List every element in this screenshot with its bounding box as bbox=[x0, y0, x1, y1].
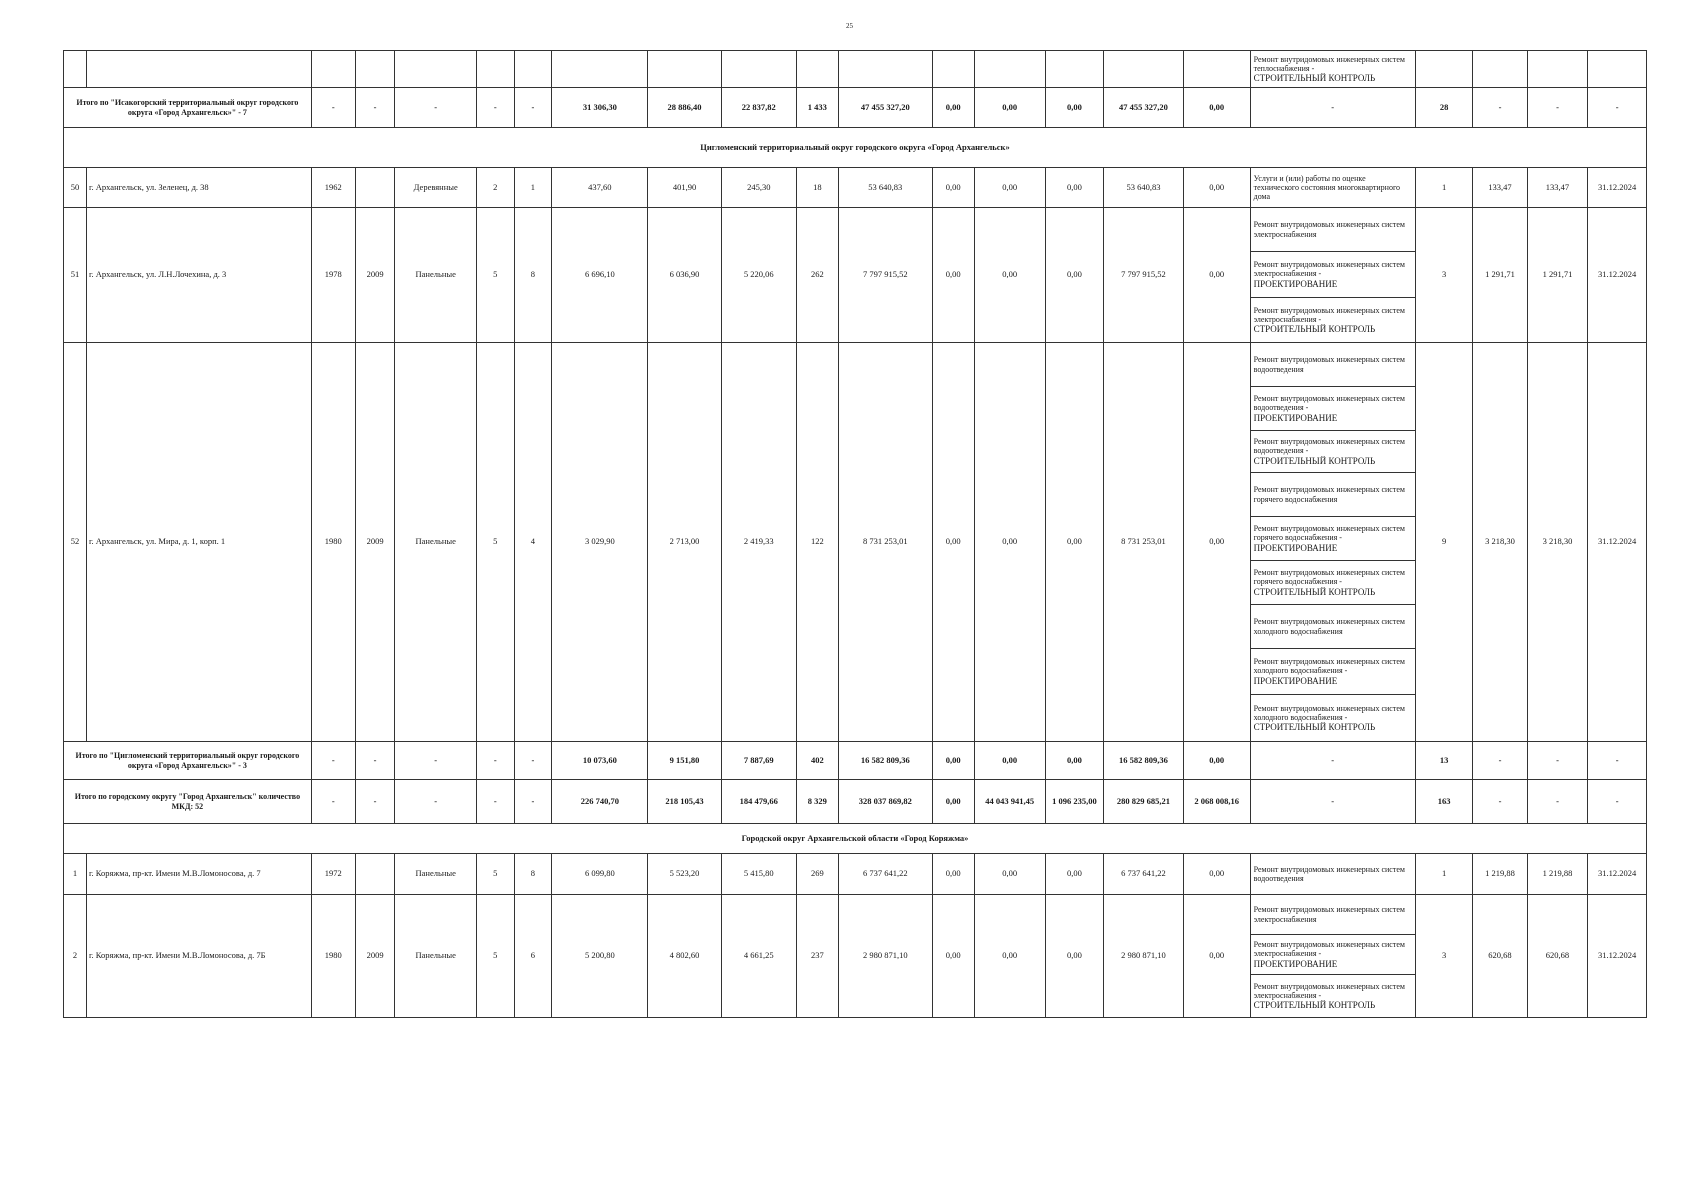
cell-material: Панельные bbox=[395, 854, 477, 895]
cell-entrances: 1 bbox=[514, 168, 552, 208]
cell-area-residents: 5 220,06 bbox=[721, 208, 796, 343]
works-cell bbox=[1250, 208, 1415, 343]
data-row bbox=[64, 168, 1647, 208]
cell-residents: 262 bbox=[796, 208, 838, 343]
row-number: 2 bbox=[64, 895, 87, 1018]
address: г. Коряжма, пр-кт. Имени М.В.Ломоносова, д. 7 bbox=[87, 854, 312, 895]
total-label: Итого по городскому округу "Город Архангельск" количество МКД: 52 bbox=[64, 780, 312, 824]
cell-f5: 0,00 bbox=[1183, 895, 1250, 1018]
cell-area-total: 3 029,90 bbox=[552, 343, 648, 742]
work-item: Ремонт внутридомовых инженерных систем электроснабжения - СТРОИТЕЛЬНЫЙ КОНТРОЛЬ bbox=[1253, 305, 1405, 335]
cell-year-built: 1962 bbox=[311, 168, 355, 208]
row-number: 51 bbox=[64, 208, 87, 343]
cell-f1: 0,00 bbox=[932, 895, 974, 1018]
works-cell bbox=[1250, 343, 1415, 742]
cell-year-repair bbox=[355, 854, 395, 895]
cell-uc1: 1 291,71 bbox=[1473, 208, 1527, 343]
work-item: Ремонт внутридомовых инженерных систем горячего водоснабжения bbox=[1251, 473, 1415, 517]
cell-f3: 0,00 bbox=[1045, 168, 1104, 208]
cell-date: 31.12.2024 bbox=[1588, 168, 1647, 208]
works-cell bbox=[1250, 168, 1415, 208]
work-item: Ремонт внутридомовых инженерных систем холодного водоснабжения - ПРОЕКТИРОВАНИЕ bbox=[1251, 649, 1415, 695]
cell-uc2: 3 218,30 bbox=[1527, 343, 1588, 742]
data-row bbox=[64, 854, 1647, 895]
total-row-city: Итого по городскому округу "Город Архангельск" количество МКД: 52 - - - - - 226 740,70 218 105,43 184 479,66 8 329 328 037 869,82 0,00 44 043 941,45 1 096 235,00 280 829 685,21 2 068 008,16 - 163 - - - bbox=[64, 780, 1647, 824]
cell-date: 31.12.2024 bbox=[1588, 208, 1647, 343]
row-number: 50 bbox=[64, 168, 87, 208]
work-item: Ремонт внутридомовых инженерных систем горячего водоснабжения - СТРОИТЕЛЬНЫЙ КОНТРОЛЬ bbox=[1251, 561, 1415, 605]
section-title: Цигломенский территориальный округ городского округа «Город Архангельск» bbox=[64, 128, 1647, 168]
total-label: Итого по "Исакогорский территориальный округ городского округа «Город Архангельск»" - 7 bbox=[64, 88, 312, 128]
data-row bbox=[64, 343, 1647, 742]
cell-uc2: 133,47 bbox=[1527, 168, 1588, 208]
cell-area-total: 6 099,80 bbox=[552, 854, 648, 895]
cell-f2: 0,00 bbox=[974, 895, 1045, 1018]
cell-year-built: 1980 bbox=[311, 343, 355, 742]
cell-area-living: 6 036,90 bbox=[648, 208, 721, 343]
cell-f3: 0,00 bbox=[1045, 854, 1104, 895]
cell-f5: 0,00 bbox=[1183, 854, 1250, 895]
cell-f2: 0,00 bbox=[974, 208, 1045, 343]
cell-entrances: 8 bbox=[514, 854, 552, 895]
cell-wcount: 3 bbox=[1415, 895, 1473, 1018]
cell-year-repair: 2009 bbox=[355, 895, 395, 1018]
work-item: Ремонт внутридомовых инженерных систем электроснабжения bbox=[1251, 895, 1415, 935]
cell-date: 31.12.2024 bbox=[1588, 343, 1647, 742]
work-item: Услуги и (или) работы по оценке технического состояния многоквартирного дома bbox=[1253, 173, 1401, 202]
work-item: Ремонт внутридомовых инженерных систем электроснабжения - СТРОИТЕЛЬНЫЙ КОНТРОЛЬ bbox=[1253, 981, 1405, 1011]
address: г. Коряжма, пр-кт. Имени М.В.Ломоносова, д. 7Б bbox=[87, 895, 312, 1018]
cell-year-built: 1980 bbox=[311, 895, 355, 1018]
cell-f4: 7 797 915,52 bbox=[1104, 208, 1183, 343]
cell-date: 31.12.2024 bbox=[1588, 854, 1647, 895]
cell-floors: 5 bbox=[476, 895, 514, 1018]
section-title: Городской округ Архангельской области «Город Коряжма» bbox=[64, 824, 1647, 854]
work-item: Ремонт внутридомовых инженерных систем горячего водоснабжения - ПРОЕКТИРОВАНИЕ bbox=[1251, 517, 1415, 561]
cell-uc1: 133,47 bbox=[1473, 168, 1527, 208]
cell-f1: 0,00 bbox=[932, 343, 974, 742]
cell-year-repair: 2009 bbox=[355, 343, 395, 742]
works-cell bbox=[1250, 895, 1415, 1018]
work-item: Ремонт внутридомовых инженерных систем электроснабжения - ПРОЕКТИРОВАНИЕ bbox=[1251, 935, 1415, 975]
cell-wcount: 1 bbox=[1415, 854, 1473, 895]
cell-uc1: 620,68 bbox=[1473, 895, 1527, 1018]
cell-date: 31.12.2024 bbox=[1588, 895, 1647, 1018]
cell-wcount: 9 bbox=[1415, 343, 1473, 742]
cell-f4: 53 640,83 bbox=[1104, 168, 1183, 208]
cell-uc2: 620,68 bbox=[1527, 895, 1588, 1018]
cell-area-residents: 4 661,25 bbox=[721, 895, 796, 1018]
cell-f5: 0,00 bbox=[1183, 208, 1250, 343]
total-row-tsiglomensky: Итого по "Цигломенский территориальный округ городского округа «Город Архангельск»" - 3 - - - - - 10 073,60 9 151,80 7 887,69 402 16 582 809,36 0,00 0,00 0,00 16 582 809,36 0,00 - 13 - - - bbox=[64, 742, 1647, 780]
cell-cost: 2 980 871,10 bbox=[838, 895, 932, 1018]
row-number: 1 bbox=[64, 854, 87, 895]
row-number: 52 bbox=[64, 343, 87, 742]
cell-f3: 0,00 bbox=[1045, 895, 1104, 1018]
works-cell bbox=[1250, 51, 1415, 88]
cell-year-repair: 2009 bbox=[355, 208, 395, 343]
cell-material: Панельные bbox=[395, 895, 477, 1018]
continuation-row bbox=[64, 51, 1647, 88]
work-item: Ремонт внутридомовых инженерных систем электроснабжения - ПРОЕКТИРОВАНИЕ bbox=[1251, 252, 1415, 298]
work-item: Ремонт внутридомовых инженерных систем водоотведения - ПРОЕКТИРОВАНИЕ bbox=[1251, 387, 1415, 431]
cell-area-living: 2 713,00 bbox=[648, 343, 721, 742]
cell-f1: 0,00 bbox=[932, 208, 974, 343]
cell-uc2: 1 219,88 bbox=[1527, 854, 1588, 895]
cell-area-living: 401,90 bbox=[648, 168, 721, 208]
cell-area-living: 4 802,60 bbox=[648, 895, 721, 1018]
cell-floors: 2 bbox=[476, 168, 514, 208]
cell-f5: 0,00 bbox=[1183, 343, 1250, 742]
cell-area-residents: 5 415,80 bbox=[721, 854, 796, 895]
address: г. Архангельск, ул. Л.Н.Лочехина, д. 3 bbox=[87, 208, 312, 343]
data-row bbox=[64, 895, 1647, 1018]
cell-f3: 0,00 bbox=[1045, 208, 1104, 343]
cell-residents: 18 bbox=[796, 168, 838, 208]
cell-cost: 53 640,83 bbox=[838, 168, 932, 208]
work-item: Ремонт внутридомовых инженерных систем холодного водоснабжения bbox=[1251, 605, 1415, 649]
address: г. Архангельск, ул. Мира, д. 1, корп. 1 bbox=[87, 343, 312, 742]
section-header-koryazhma bbox=[64, 824, 1647, 854]
cell-residents: 122 bbox=[796, 343, 838, 742]
total-row-isakogorsky: Итого по "Исакогорский территориальный округ городского округа «Город Архангельск»" - 7 - - - - - 31 306,30 28 886,40 22 837,82 1 433 47 455 327,20 0,00 0,00 0,00 47 455 327,20 0,00 - 28 - - - bbox=[64, 88, 1647, 128]
cell-f2: 0,00 bbox=[974, 168, 1045, 208]
cell-material: Панельные bbox=[395, 343, 477, 742]
cell-f2: 0,00 bbox=[974, 854, 1045, 895]
cell-year-built: 1972 bbox=[311, 854, 355, 895]
page-number: 25 bbox=[846, 22, 853, 30]
cell-f5: 0,00 bbox=[1183, 168, 1250, 208]
cell-cost: 6 737 641,22 bbox=[838, 854, 932, 895]
cell-material: Деревянные bbox=[395, 168, 477, 208]
cell-area-total: 5 200,80 bbox=[552, 895, 648, 1018]
cell-area-total: 437,60 bbox=[552, 168, 648, 208]
total-label: Итого по "Цигломенский территориальный округ городского округа «Город Архангельск»" - 3 bbox=[64, 742, 312, 780]
cell-floors: 5 bbox=[476, 854, 514, 895]
cell-f4: 6 737 641,22 bbox=[1104, 854, 1183, 895]
work-item: Ремонт внутридомовых инженерных систем теплоснабжения - СТРОИТЕЛЬНЫЙ КОНТРОЛЬ bbox=[1253, 54, 1405, 84]
cell-material: Панельные bbox=[395, 208, 477, 343]
cell-f3: 0,00 bbox=[1045, 343, 1104, 742]
cell-area-residents: 2 419,33 bbox=[721, 343, 796, 742]
cell-f1: 0,00 bbox=[932, 168, 974, 208]
cell-entrances: 4 bbox=[514, 343, 552, 742]
cell-year-built: 1978 bbox=[311, 208, 355, 343]
cell-f4: 8 731 253,01 bbox=[1104, 343, 1183, 742]
work-item: Ремонт внутридомовых инженерных систем водоотведения - СТРОИТЕЛЬНЫЙ КОНТРОЛЬ bbox=[1251, 431, 1415, 473]
cell-uc1: 1 219,88 bbox=[1473, 854, 1527, 895]
repair-program-table bbox=[63, 50, 1647, 1018]
cell-residents: 269 bbox=[796, 854, 838, 895]
cell-floors: 5 bbox=[476, 208, 514, 343]
cell-f4: 2 980 871,10 bbox=[1104, 895, 1183, 1018]
cell-entrances: 6 bbox=[514, 895, 552, 1018]
cell-f2: 0,00 bbox=[974, 343, 1045, 742]
cell-cost: 8 731 253,01 bbox=[838, 343, 932, 742]
work-item: Ремонт внутридомовых инженерных систем электроснабжения bbox=[1251, 208, 1415, 252]
address: г. Архангельск, ул. Зеленец, д. 38 bbox=[87, 168, 312, 208]
cell-f1: 0,00 bbox=[932, 854, 974, 895]
cell-entrances: 8 bbox=[514, 208, 552, 343]
cell-year-repair bbox=[355, 168, 395, 208]
cell-wcount: 3 bbox=[1415, 208, 1473, 343]
cell-area-residents: 245,30 bbox=[721, 168, 796, 208]
cell-cost: 7 797 915,52 bbox=[838, 208, 932, 343]
cell-uc1: 3 218,30 bbox=[1473, 343, 1527, 742]
cell-residents: 237 bbox=[796, 895, 838, 1018]
cell-area-living: 5 523,20 bbox=[648, 854, 721, 895]
data-row bbox=[64, 208, 1647, 343]
work-item: Ремонт внутридомовых инженерных систем водоотведения bbox=[1251, 343, 1415, 387]
section-header-tsiglomensky bbox=[64, 128, 1647, 168]
works-cell bbox=[1250, 854, 1415, 895]
work-item: Ремонт внутридомовых инженерных систем водоотведения bbox=[1253, 864, 1405, 883]
cell-uc2: 1 291,71 bbox=[1527, 208, 1588, 343]
cell-wcount: 1 bbox=[1415, 168, 1473, 208]
work-item: Ремонт внутридомовых инженерных систем холодного водоснабжения - СТРОИТЕЛЬНЫЙ КОНТРОЛЬ bbox=[1253, 703, 1405, 733]
cell-area-total: 6 696,10 bbox=[552, 208, 648, 343]
cell-floors: 5 bbox=[476, 343, 514, 742]
